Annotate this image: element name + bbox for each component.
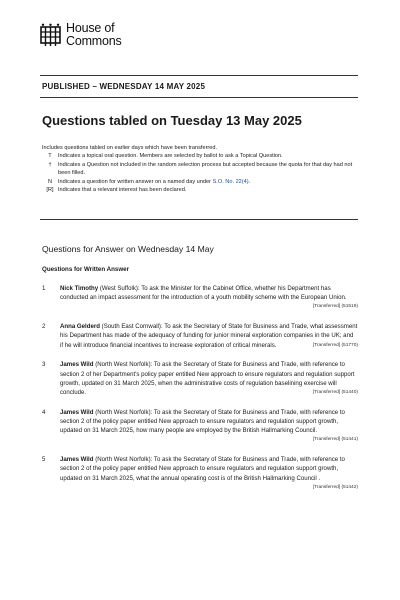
legend-intro: Includes questions tabled on earlier days which have been transferred.	[42, 145, 218, 151]
question-ref: [Transferred] (51440)	[312, 390, 358, 396]
logo-line-2: Commons	[66, 34, 122, 48]
question-item	[42, 284, 358, 312]
legend-row	[42, 178, 362, 186]
member-name: James Wild	[60, 456, 94, 464]
legend-symbol: [R]	[46, 187, 54, 194]
legend-symbol: †	[48, 161, 52, 168]
question-body	[60, 455, 358, 492]
question-item	[42, 455, 358, 492]
member-name: Anna Gelderd	[60, 323, 100, 331]
logo-line-1: House of	[66, 21, 115, 35]
question-number: 2	[42, 323, 46, 331]
legend-row	[42, 152, 362, 160]
legend-rule	[40, 219, 358, 220]
member-name: James Wild	[60, 361, 94, 369]
constituency: (South East Cornwall):	[101, 323, 163, 331]
question-item	[42, 322, 358, 350]
legend-text: Indicates a question for written answer on a named day under	[58, 178, 211, 185]
legend-symbol: T	[48, 153, 52, 160]
constituency: (North West Norfolk):	[95, 456, 153, 464]
legend-symbol: N	[47, 178, 53, 185]
question-text: To ask the Secretary of State for Business and Trade, what assessment his Department has made of the adequacy of funding for junior mineral exploration companies in the UK; and if he will introduce financial incentives to increase exploration of critical minerals.	[60, 323, 358, 349]
constituency: (North West Norfolk):	[95, 408, 153, 416]
constituency: (West Suffolk):	[99, 285, 140, 292]
question-number: 3	[42, 361, 46, 369]
published-label: PUBLISHED – WEDNESDAY 14 MAY 2025	[42, 82, 206, 91]
logo-wordmark	[66, 22, 122, 48]
section-heading: Questions for Answer on Wednesday 14 May	[42, 244, 214, 254]
constituency: (North West Norfolk):	[95, 361, 153, 369]
standing-order-link[interactable]: S.O. No. 22(4)	[212, 178, 249, 185]
question-ref: [Transferred] (51770)	[312, 342, 358, 348]
legend-text: Indicates a Question not included in the random selection process but accepted because the quota for that day had not been filled.	[58, 161, 353, 177]
legend-row	[42, 161, 362, 178]
legend-text: Indicates that a relevant interest has been declared.	[58, 187, 187, 194]
question-body	[60, 360, 358, 397]
question-item	[42, 360, 358, 397]
question-text: To ask the Secretary of State for Business and Trade, with reference to section 2 of the policy paper entitled New approach to ensure regulators and regulation support growth, updated on 31 March 2025, what the annual operating cost is of the British Hallmarking Council .	[60, 456, 345, 482]
member-name: James Wild	[60, 408, 94, 416]
question-body	[60, 322, 358, 350]
question-text: To ask the Minister for the Cabinet Office, whether his Department has conducted an impact assessment for the introduction of a youth mobility scheme with the European Union.	[60, 285, 347, 302]
legend-text-wrap	[58, 178, 362, 186]
legend	[42, 144, 362, 194]
portcullis-icon	[40, 23, 61, 47]
question-ref: [Transferred] (51519)	[312, 304, 358, 310]
question-body	[60, 284, 358, 312]
top-rule	[40, 75, 358, 76]
member-name: Nick Timothy	[60, 285, 99, 292]
sub-heading: Questions for Written Answer	[42, 266, 129, 273]
question-item	[42, 408, 358, 445]
question-ref: [Transferred] (51442)	[312, 484, 358, 490]
question-text: To ask the Secretary of State for Business and Trade, with reference to section 2 of the policy paper entitled New approach to ensure regulators and regulation support growth, updated on 31 March 2025, how many people are employed by the British Hallmarking Council.	[60, 408, 345, 435]
house-of-commons-logo	[40, 21, 140, 53]
question-text: To ask the Secretary of State for Business and Trade, with reference to section 2 of her Department's policy paper entitled New approach to ensure regulators and regulation support growth, updated on 31 March 2025, when the administrative costs of regulation baselining exercise will conclude.	[60, 361, 355, 397]
published-rule	[40, 97, 358, 98]
legend-row	[42, 186, 362, 194]
question-number: 1	[42, 285, 46, 292]
page-title: Questions tabled on Tuesday 13 May 2025	[42, 113, 302, 128]
legend-suffix: .	[248, 178, 251, 185]
legend-text: Indicates a topical oral question. Members are selected by ballot to ask a Topical Question.	[58, 153, 283, 160]
question-number: 4	[42, 408, 46, 416]
question-number: 5	[42, 456, 46, 464]
questions-list	[42, 284, 358, 503]
question-body	[60, 408, 358, 445]
question-ref: [Transferred] (51441)	[312, 437, 358, 443]
